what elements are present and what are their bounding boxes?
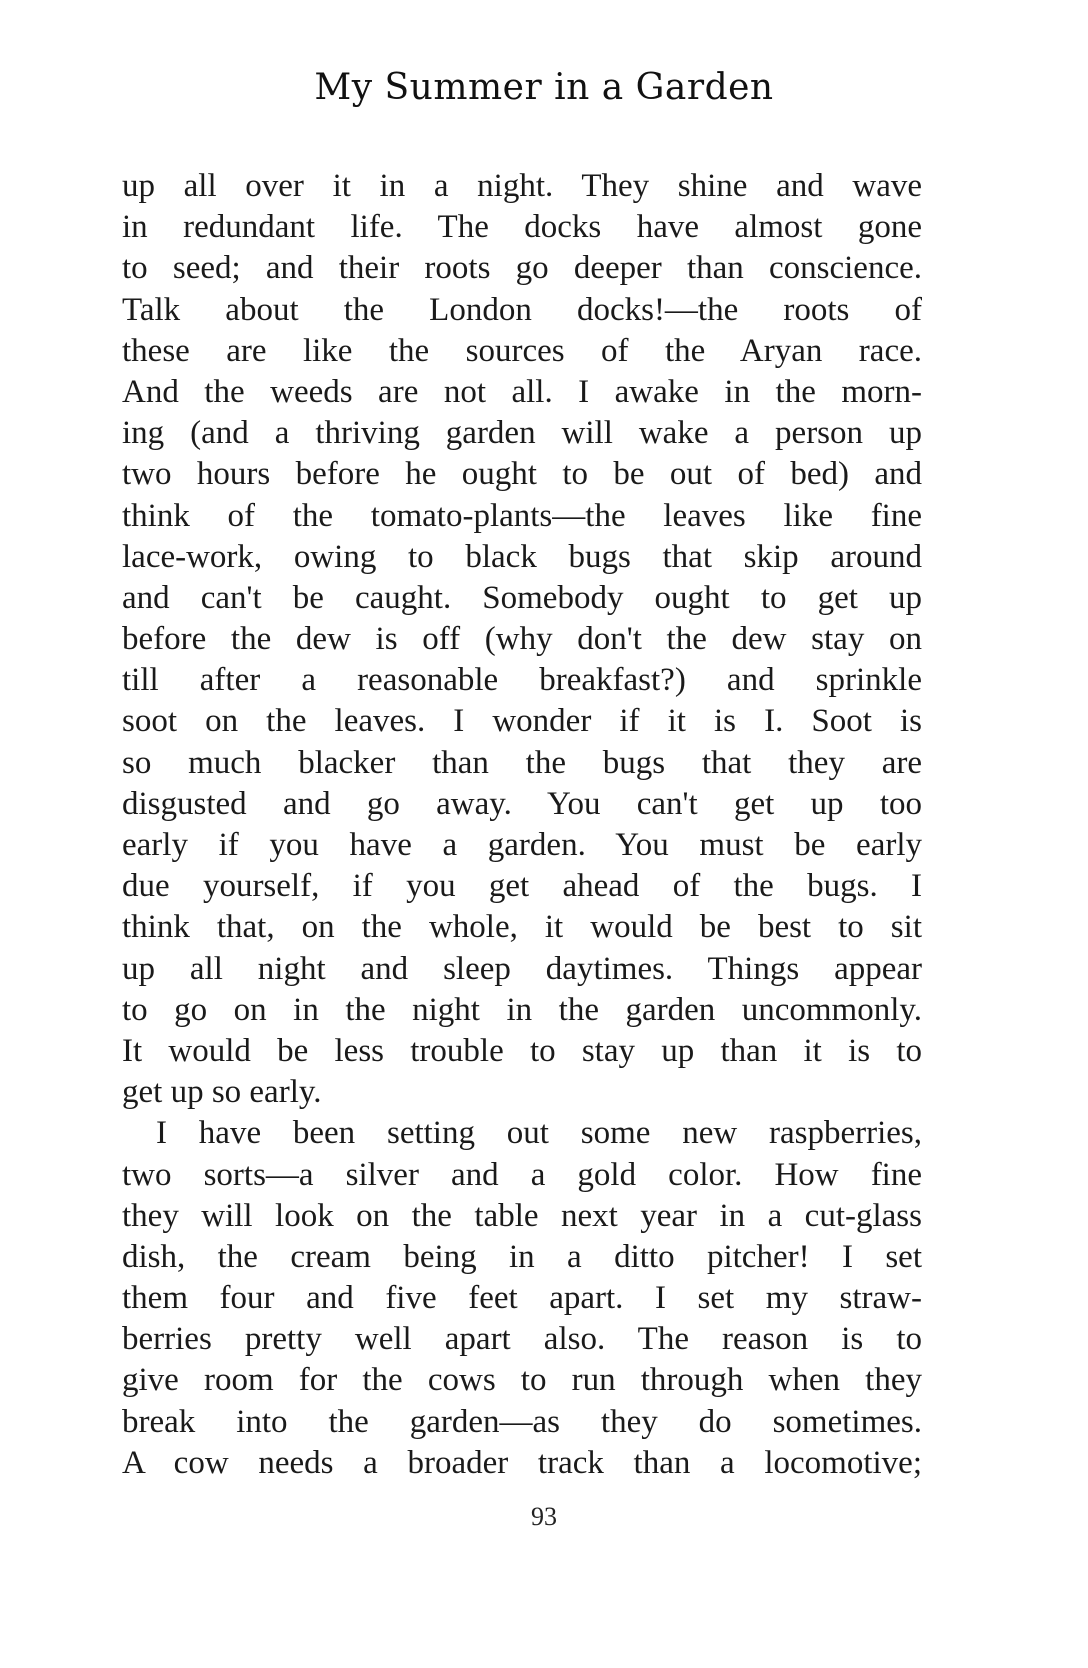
text-line: them four and five feet apart. I set my straw- xyxy=(122,1280,922,1317)
text-line: in redundant life. The docks have almost gone xyxy=(122,209,922,246)
text-line: get up so early. xyxy=(122,1074,322,1111)
text-line: two hours before he ought to be out of bed) and xyxy=(122,456,922,493)
paragraph-1 xyxy=(122,166,922,1113)
text-line: so much blacker than the bugs that they are xyxy=(122,744,922,781)
text-line: give room for the cows to run through when they xyxy=(122,1362,922,1399)
text-line: these are like the sources of the Aryan race. xyxy=(122,332,922,369)
text-line: up all over it in a night. They shine and wave xyxy=(122,168,922,204)
text-line: and can't be caught. Somebody ought to get up xyxy=(122,579,922,616)
text-line: think of the tomato-plants—the leaves like fine xyxy=(122,497,922,534)
text-line: And the weeds are not all. I awake in the morn- xyxy=(122,373,922,410)
text-line: two sorts—a silver and a gold color. How fine xyxy=(122,1156,922,1193)
text-line: to seed; and their roots go deeper than conscience. xyxy=(122,250,922,287)
text-line: till after a reasonable breakfast?) and sprinkle xyxy=(122,662,922,699)
text-line: It would be less trouble to stay up than it is to xyxy=(122,1032,922,1069)
text-line: soot on the leaves. I wonder if it is I. Soot is xyxy=(122,703,922,740)
text-line: they will look on the table next year in a cut-glass xyxy=(122,1197,922,1234)
page-number: 93 xyxy=(531,1502,557,1531)
text-line: to go on in the night in the garden uncommonly. xyxy=(122,991,922,1028)
text-line: lace-work, owing to black bugs that skip around xyxy=(122,538,922,575)
text-line: A cow needs a broader track than a locomotive; xyxy=(122,1444,922,1481)
text-line: ing (and a thriving garden will wake a person up xyxy=(122,415,922,452)
text-line: disgusted and go away. You can't get up too xyxy=(122,785,922,822)
running-head: My Summer in a Garden xyxy=(314,67,774,108)
paragraph-2 xyxy=(122,1113,922,1484)
text-line: think that, on the whole, it would be best to sit xyxy=(122,909,922,946)
text-line: dish, the cream being in a ditto pitcher! I set xyxy=(122,1238,922,1275)
text-line: I have been setting out some new raspberries, xyxy=(156,1115,922,1152)
body-text xyxy=(122,166,922,1484)
text-line: before the dew is off (why don't the dew stay on xyxy=(122,621,922,658)
text-line: Talk about the London docks!—the roots of xyxy=(122,291,922,328)
text-line: due yourself, if you get ahead of the bugs. I xyxy=(122,868,922,905)
text-line: early if you have a garden. You must be early xyxy=(122,827,922,863)
text-line: break into the garden—as they do sometimes. xyxy=(122,1403,922,1440)
text-line: berries pretty well apart also. The reason is to xyxy=(122,1321,922,1358)
text-line: up all night and sleep daytimes. Things appear xyxy=(122,950,922,987)
